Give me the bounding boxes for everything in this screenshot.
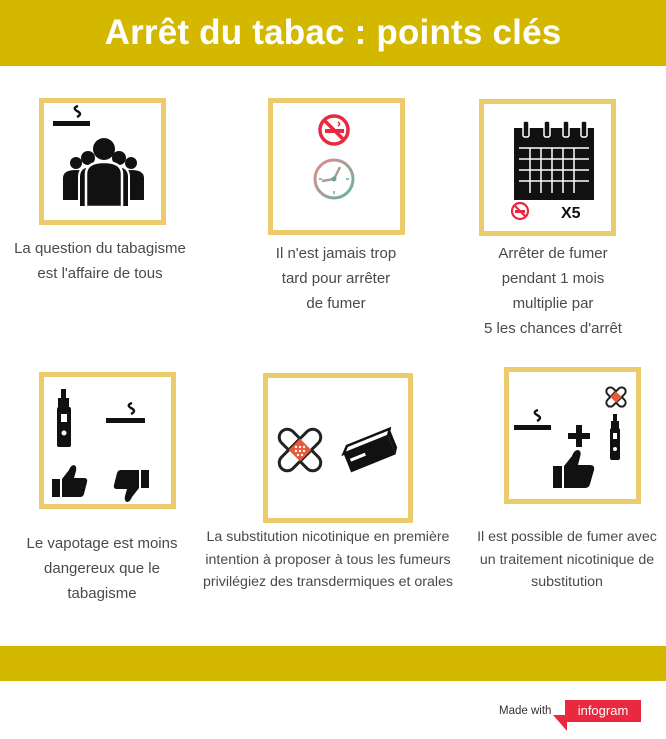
- made-with-label: Made with: [499, 705, 552, 717]
- card-frame-3: [479, 99, 616, 236]
- page-title: Arrêt du tabac : points clés: [104, 13, 562, 52]
- card-frame-1: [39, 98, 166, 225]
- multiplier-badge: X5: [561, 205, 581, 222]
- card-frame-6: [504, 367, 641, 504]
- card-caption-4: Le vapotage est moins dangereux que le tabagisme: [26, 535, 178, 602]
- card-caption-1: La question du tabagisme est l'affaire de tous: [14, 240, 186, 282]
- card-frame-5: [263, 373, 413, 523]
- card-caption-5: La substitution nicotinique en première intention à proposer à tous les fumeurs privilégiez des transdermiques et orales: [203, 529, 453, 590]
- card-frame-2: [268, 98, 405, 235]
- footer-bar: [0, 646, 666, 681]
- card-frame-4: [39, 372, 176, 509]
- card-caption-3: Arrêter de fumer pendant 1 mois multiplie par 5 les chances d'arrêt: [484, 245, 622, 337]
- card-caption-2: Il n'est jamais trop tard pour arrêter de fumer: [275, 245, 397, 312]
- title-banner: [0, 0, 666, 66]
- infogram-brand-link[interactable]: infogram: [565, 700, 641, 722]
- card-caption-6: Il est possible de fumer avec un traitement nicotinique de substitution: [477, 529, 657, 590]
